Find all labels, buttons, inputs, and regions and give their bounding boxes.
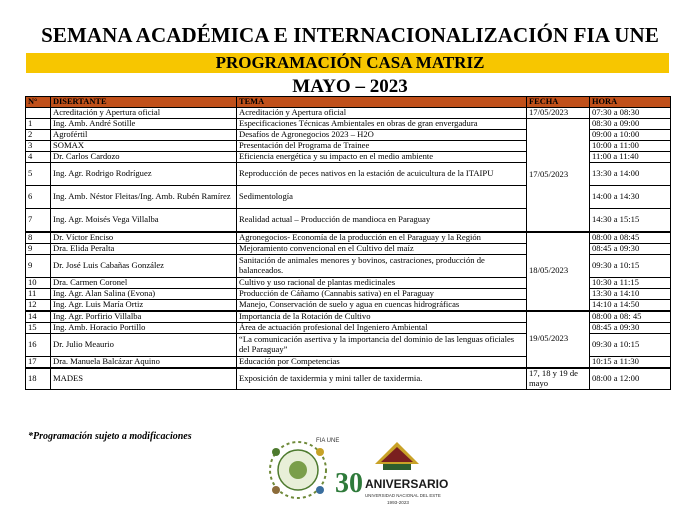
cell-speaker: Ing. Agr. Luis María Ortiz: [51, 299, 237, 311]
cell-speaker: Ing. Amb. André Sotille: [51, 118, 237, 129]
cell-time: 10:15 a 11:30: [590, 356, 671, 368]
cell-time: 10:30 a 11:15: [590, 277, 671, 288]
cell-time: 09:30 a 10:15: [590, 254, 671, 277]
cell-time: 14:00 a 14:30: [590, 185, 671, 208]
cell-speaker: SOMAX: [51, 140, 237, 151]
cell-date: 17, 18 y 19 de mayo: [527, 368, 590, 390]
cell-time: 08:00 a 12:00: [590, 368, 671, 390]
cell-time: 09:30 a 10:15: [590, 333, 671, 356]
cell-n: 7: [26, 208, 51, 232]
cell-topic: Eficiencia energética y su impacto en el medio ambiente: [237, 151, 527, 162]
cell-topic: Reproducción de peces nativos en la estación de acuicultura de la ITAIPU: [237, 162, 527, 185]
table-header-row: [26, 97, 671, 108]
cell-topic: Educación por Competencias: [237, 356, 527, 368]
cell-date-group: 17/05/2023: [527, 118, 590, 232]
col-date: FECHA: [527, 97, 590, 108]
cell-n: 16: [26, 333, 51, 356]
cell-time: 14:30 a 15:15: [590, 208, 671, 232]
cell-topic: Presentación del Programa de Trainee: [237, 140, 527, 151]
cell-speaker: MADES: [51, 368, 237, 390]
cell-topic: Mejoramiento convencional en el Cultivo del maíz: [237, 243, 527, 254]
cell-n: 6: [26, 185, 51, 208]
cell-time: 14:10 a 14:50: [590, 299, 671, 311]
footnote: *Programación sujeto a modificaciones: [28, 431, 192, 442]
cell-n: 8: [26, 232, 51, 244]
cell-topic: Cultivo y uso racional de plantas medicinales: [237, 277, 527, 288]
cell-date-group: 19/05/2023: [527, 311, 590, 368]
cell-topic: Desafíos de Agronegocios 2023 – H2O: [237, 129, 527, 140]
fia-une-logo: [258, 432, 338, 506]
cell-time: 09:00 a 10:00: [590, 129, 671, 140]
cell-date: 17/05/2023: [527, 107, 590, 118]
cell-n: 12: [26, 299, 51, 311]
cell-time: 08:45 a 09:30: [590, 243, 671, 254]
cell-speaker: Ing. Agr. Rodrigo Rodríguez: [51, 162, 237, 185]
cell-speaker: Dra. Manuela Balcázar Aquino: [51, 356, 237, 368]
cell-time: 07:30 a 08:30: [590, 107, 671, 118]
cell-speaker: Agrofértil: [51, 129, 237, 140]
cell-topic: Sanitación de animales menores y bovinos, castraciones, producción de balanceados.: [237, 254, 527, 277]
cell-speaker: Dr. Julio Meaurio: [51, 333, 237, 356]
cell-topic: Sedimentología: [237, 185, 527, 208]
cell-topic: Especificaciones Técnicas Ambientales en obras de gran envergadura: [237, 118, 527, 129]
cell-time: 11:00 a 11:40: [590, 151, 671, 162]
cell-topic: Realidad actual – Producción de mandioca en Paraguay: [237, 208, 527, 232]
cell-speaker: Dra. Carmen Coronel: [51, 277, 237, 288]
col-speaker: DISERTANTE: [51, 97, 237, 108]
page-title: SEMANA ACADÉMICA E INTERNACIONALIZACIÓN FIA UNE: [41, 23, 659, 47]
table-row: [26, 107, 671, 118]
anniversary-years: 1993-2023: [387, 500, 409, 505]
cell-n: 11: [26, 288, 51, 299]
cell-topic: “La comunicación asertiva y la importancia del dominio de las lenguas oficiales del Paraguay”: [237, 333, 527, 356]
cell-time: 08:30 a 09:00: [590, 118, 671, 129]
cell-n: [26, 107, 51, 118]
schedule-table: [25, 96, 671, 390]
month-title: MAYO – 2023: [292, 76, 408, 97]
cell-speaker: Dr. José Luis Cabañas González: [51, 254, 237, 277]
cell-time: 13:30 a 14:10: [590, 288, 671, 299]
cell-n: 17: [26, 356, 51, 368]
cell-topic: Exposición de taxidermia y mini taller de taxidermia.: [237, 368, 527, 390]
cell-topic: Área de actuación profesional del Ingeniero Ambiental: [237, 322, 527, 333]
table-row: [26, 368, 671, 390]
table-row: [26, 232, 671, 244]
cell-n: 2: [26, 129, 51, 140]
col-number: N°: [26, 97, 51, 108]
cell-date-group: 18/05/2023: [527, 232, 590, 311]
anniversary-word: ANIVERSARIO: [365, 477, 449, 491]
cell-time: 08:45 a 09:30: [590, 322, 671, 333]
cell-topic: Manejo, Conservación de suelo y agua en cuencas hidrográficas: [237, 299, 527, 311]
cell-time: 08:00 a 08:45: [590, 232, 671, 244]
cell-topic: Agronegocios- Economía de la producción en el Paraguay y la Región: [237, 232, 527, 244]
cell-n: 3: [26, 140, 51, 151]
cell-speaker: Acreditación y Apertura oficial: [51, 107, 237, 118]
cell-n: 9: [26, 243, 51, 254]
cell-n: 4: [26, 151, 51, 162]
cell-speaker: Dr. Víctor Enciso: [51, 232, 237, 244]
cell-n: 10: [26, 277, 51, 288]
col-time: HORA: [590, 97, 671, 108]
cell-topic: Importancia de la Rotación de Cultivo: [237, 311, 527, 323]
cell-topic: Acreditación y Apertura oficial: [237, 107, 527, 118]
table-row: [26, 118, 671, 129]
cell-speaker: Dra. Elida Peralta: [51, 243, 237, 254]
cell-time: 13:30 a 14:00: [590, 162, 671, 185]
cell-topic: Producción de Cáñamo (Cannabis sativa) en el Paraguay: [237, 288, 527, 299]
cell-n: 15: [26, 322, 51, 333]
cell-speaker: Ing. Agr. Alan Salina (Evona): [51, 288, 237, 299]
cell-n: 14: [26, 311, 51, 323]
cell-time: 10:00 a 11:00: [590, 140, 671, 151]
cell-n: 1: [26, 118, 51, 129]
cell-n: 9: [26, 254, 51, 277]
anniversary-logo: [335, 432, 449, 510]
table-row: [26, 311, 671, 323]
cell-speaker: Ing. Amb. Horacio Portillo: [51, 322, 237, 333]
cell-n: 5: [26, 162, 51, 185]
cell-n: 18: [26, 368, 51, 390]
col-topic: TEMA: [237, 97, 527, 108]
cell-speaker: Dr. Carlos Cardozo: [51, 151, 237, 162]
cell-time: 08:00 a 08: 45: [590, 311, 671, 323]
fia-une-label: FIA UNE: [316, 438, 340, 444]
anniversary-number: 30: [335, 468, 363, 499]
cell-speaker: Ing. Agr. Moisés Vega Villalba: [51, 208, 237, 232]
cell-speaker: Ing. Amb. Néstor Fleitas/Ing. Amb. Rubén Ramírez: [51, 185, 237, 208]
university-name: UNIVERSIDAD NACIONAL DEL ESTE: [365, 493, 441, 498]
subtitle: PROGRAMACIÓN CASA MATRIZ: [215, 53, 485, 72]
cell-speaker: Ing. Agr. Porfirio Villalba: [51, 311, 237, 323]
